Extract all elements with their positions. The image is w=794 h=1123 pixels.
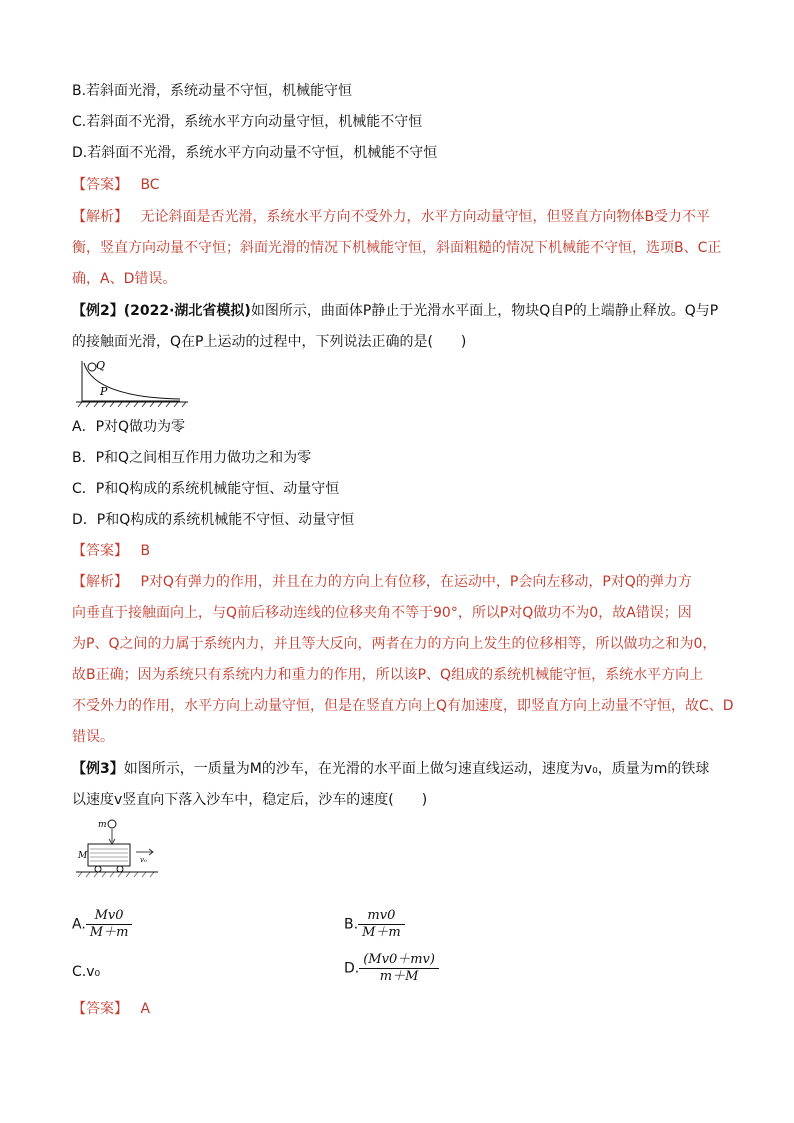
- q3-label: 【例3】: [72, 761, 124, 777]
- q2-analysis-line-5: 不受外力的作用，水平方向上动量守恒，但是在竖直方向上Q有加速度，即竖直方向上动量不守恒，故C、D: [72, 698, 734, 714]
- q1-option-b: B.若斜面光滑，系统动量不守恒，机械能守恒: [72, 83, 353, 99]
- answer-label: 【答案】: [72, 543, 128, 559]
- fraction: $\frac{(Mv0+mv)}{m+M}$: [359, 952, 439, 985]
- label-M: M: [78, 851, 88, 861]
- q1-option-d: D.若斜面不光滑，系统水平方向动量不守恒，机械能不守恒: [72, 145, 438, 161]
- answer-label: 【答案】: [72, 177, 128, 193]
- q3-option-d: D. $\frac{(Mv0+mv)}{m+M}$: [344, 952, 439, 985]
- q2-label: 【例2】: [72, 303, 124, 319]
- iron-ball: [108, 820, 116, 828]
- label-v0: v₀: [140, 856, 147, 864]
- answer-value: B: [140, 543, 151, 559]
- q1-analysis-line-3: 确，A、D错误。: [72, 271, 177, 287]
- q2-analysis-line-6: 错误。: [72, 729, 114, 745]
- ground-hatching: [78, 402, 186, 407]
- q3-stem-line-2: 以速度v竖直向下落入沙车中，稳定后，沙车的速度( ): [72, 792, 428, 808]
- q2-option-c: C．P和Q构成的系统机械能守恒、动量守恒: [72, 481, 340, 497]
- q2-option-d: D．P和Q构成的系统机械能不守恒、动量守恒: [72, 512, 355, 528]
- block-q: [88, 363, 96, 371]
- q2-source: (2022·湖北省模拟): [123, 303, 251, 319]
- wheel-right: [117, 866, 123, 872]
- q3-option-b: B. $\frac{mv0}{M+m}$: [344, 908, 405, 941]
- q1-option-c: C.若斜面不光滑，系统水平方向动量守恒，机械能不守恒: [72, 114, 423, 130]
- label-m: m: [98, 820, 107, 830]
- fraction: $\frac{mv0}{M+m}$: [358, 908, 405, 941]
- answer-label: 【答案】: [72, 1001, 128, 1017]
- q1-analysis-line-1: 【解析】 无论斜面是否光滑，系统水平方向不受外力，水平方向动量守恒，但竖直方向物体B受力不平: [72, 209, 711, 225]
- q3-figure-sand-cart: [72, 814, 162, 880]
- answer-value: BC: [140, 177, 160, 193]
- label-q: Q: [96, 359, 106, 372]
- q3-stem-line-1: 【例3】如图所示，一质量为M的沙车，在光滑的水平面上做匀速直线运动，速度为v₀，质量为m的铁球: [72, 761, 710, 777]
- q2-option-b: B．P和Q之间相互作用力做功之和为零: [72, 450, 312, 466]
- q2-analysis-line-4: 故B正确；因为系统只有系统内力和重力的作用，所以该P、Q组成的系统机械能守恒，系统水平方向上: [72, 667, 704, 683]
- q2-figure-curved-body: [72, 355, 192, 410]
- sand-cart: [88, 844, 130, 866]
- q3-option-a: A. $\frac{Mv0}{M+m}$: [72, 908, 132, 941]
- q3-answer: [72, 998, 732, 1020]
- fraction: $\frac{Mv0}{M+m}$: [86, 908, 133, 941]
- label-p: P: [100, 385, 108, 398]
- q3-option-c: C.v₀: [72, 964, 101, 980]
- q2-stem-line-2: 的接触面光滑，Q在P上运动的过程中，下列说法正确的是( ): [72, 334, 467, 350]
- q1-analysis-line-2: 衡，竖直方向动量不守恒；斜面光滑的情况下机械能守恒，斜面粗糙的情况下机械能不守恒，选项B、C正: [72, 240, 722, 256]
- q2-analysis-line-2: 向垂直于接触面向上，与Q前后移动连线的位移夹角不等于90°，所以P对Q做功不为0，故A错误；因: [72, 605, 692, 621]
- q2-option-a: A．P对Q做功为零: [72, 419, 186, 435]
- q2-analysis-line-1: 【解析】 P对Q有弹力的作用，并且在力的方向上有位移，在运动中，P会向左移动，P对Q的弹力方: [72, 574, 692, 590]
- analysis-label: 【解析】: [72, 574, 128, 590]
- q2-analysis-line-3: 为P、Q之间的力属于系统内力，并且等大反向，两者在力的方向上发生的位移相等，所以做功之和为0，: [72, 636, 717, 652]
- analysis-label: 【解析】: [72, 209, 128, 225]
- q2-stem-line-1: 【例2】(2022·湖北省模拟)如图所示，曲面体P静止于光滑水平面上，物块Q自P的上端静止释放。Q与P: [72, 303, 719, 319]
- ground-hatching: [78, 872, 154, 877]
- answer-value: A: [140, 1001, 151, 1017]
- sand-fill: [90, 849, 128, 861]
- q1-answer: [72, 174, 732, 196]
- wheel-left: [95, 866, 101, 872]
- q2-answer: [72, 540, 732, 562]
